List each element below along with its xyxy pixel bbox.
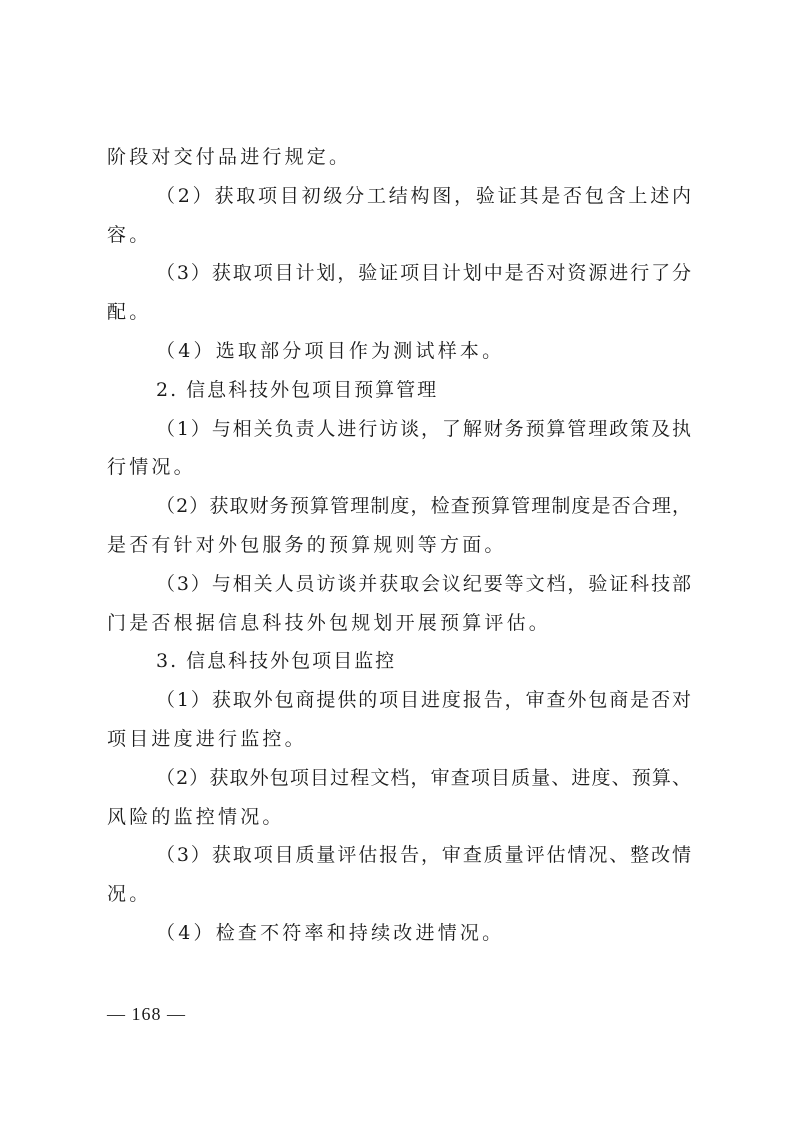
- section-heading: 2. 信息科技外包项目预算管理: [156, 378, 439, 401]
- paragraph-line: （1）与相关负责人进行访谈，了解财务预算管理政策及执: [156, 417, 691, 440]
- section-heading: 3. 信息科技外包项目监控: [156, 650, 397, 673]
- paragraph-line: （3）与相关人员访谈并获取会议纪要等文档，验证科技部: [156, 572, 691, 595]
- paragraph-line: （3）获取项目质量评估报告，审查质量评估情况、整改情: [156, 844, 691, 867]
- paragraph-line: （2）获取项目初级分工结构图，验证其是否包含上述内: [156, 184, 691, 207]
- paragraph-line: 阶段对交付品进行规定。: [107, 146, 352, 168]
- paragraph-line: 容。: [107, 223, 152, 246]
- paragraph-line: （1）获取外包商提供的项目进度报告，审查外包商是否对: [156, 689, 691, 712]
- body-text: [107, 138, 691, 953]
- paragraph-line: 行情况。: [107, 456, 196, 479]
- paragraph-line: 项目进度进行监控。: [107, 727, 307, 750]
- paragraph-line: 门是否根据信息科技外包规划开展预算评估。: [107, 611, 552, 634]
- paragraph-line: （4）检查不符率和持续改进情况。: [156, 921, 505, 944]
- paragraph-line: 是否有针对外包服务的预算规则等方面。: [107, 533, 507, 556]
- paragraph-line: （2）获取外包项目过程文档，审查项目质量、进度、预算、: [156, 766, 691, 789]
- paragraph-line: （3）获取项目计划，验证项目计划中是否对资源进行了分: [156, 262, 691, 285]
- paragraph-line: 风险的监控情况。: [107, 805, 285, 828]
- paragraph-line: （4）选取部分项目作为测试样本。: [156, 339, 505, 362]
- paragraph-line: 配。: [107, 301, 152, 324]
- paragraph-line: （2）获取财务预算管理制度，检查预算管理制度是否合理，: [156, 495, 691, 518]
- paragraph-line: 况。: [107, 883, 152, 906]
- page-number: — 168 —: [107, 1004, 186, 1024]
